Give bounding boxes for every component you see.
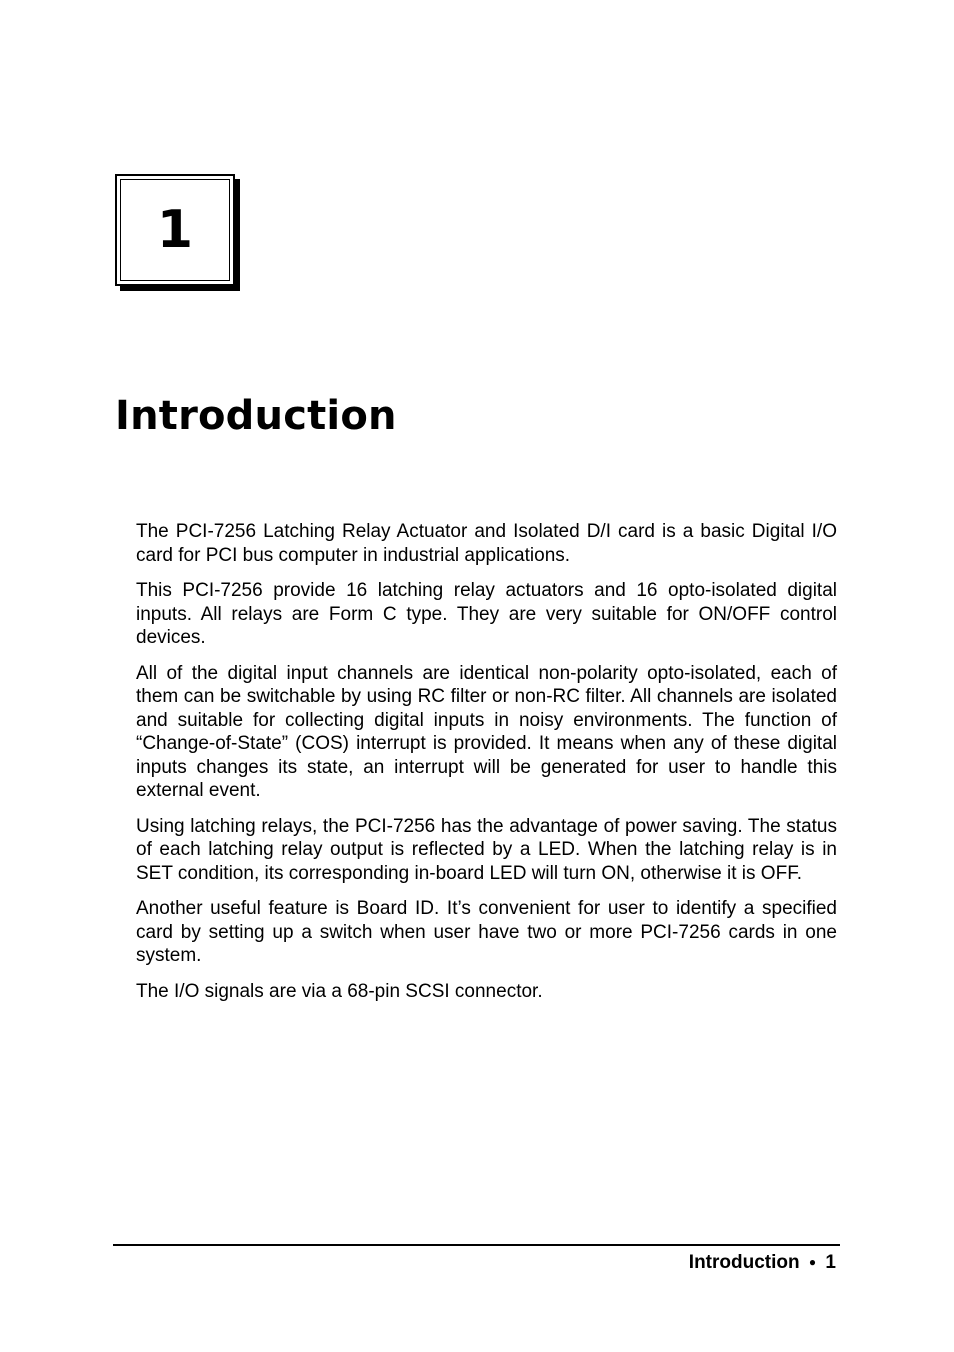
body-text (136, 520, 837, 1015)
paragraph: Using latching relays, the PCI-7256 has the advantage of power saving. The status of each latching relay output is reflected by a LED. When the latching relay is in SET condition, its corresponding in-board LED will turn ON, otherwise it is OFF. (136, 815, 837, 884)
page-footer (689, 1251, 836, 1275)
footer-section-title: Introduction (688, 1252, 800, 1274)
chapter-number: 1 (156, 200, 194, 260)
paragraph: Another useful feature is Board ID. It’s convenient for user to identify a specified card by setting up a switch when user have two or more PCI-7256 cards in one system. (136, 898, 837, 966)
footer-page-number: 1 (825, 1252, 836, 1274)
chapter-number-box (115, 174, 235, 286)
chapter-title: Introduction (115, 393, 397, 439)
paragraph: All of the digital input channels are identical non-polarity opto-isolated, each of them can be switchable by using RC filter or non-RC filter. All channels are isolated and suitable for collecting digital inputs in noisy environments. The function of “Change-of-State” (COS) interrupt is provided. It means when any of these digital inputs changes its state, an interrupt will be generated for user to handle this external event. (136, 662, 837, 801)
footer-bullet: ● (808, 1255, 817, 1269)
footer-rule (113, 1244, 840, 1246)
paragraph: This PCI-7256 provide 16 latching relay actuators and 16 opto-isolated digital inputs. All relays are Form C type. They are very suitable for ON/OFF control devices. (136, 580, 837, 648)
paragraph: The I/O signals are via a 68-pin SCSI connector. (136, 980, 543, 1002)
paragraph: The PCI-7256 Latching Relay Actuator and Isolated D/I card is a basic Digital I/O card for PCI bus computer in industrial applications. (136, 521, 837, 566)
chapter-number-frame (120, 179, 230, 281)
